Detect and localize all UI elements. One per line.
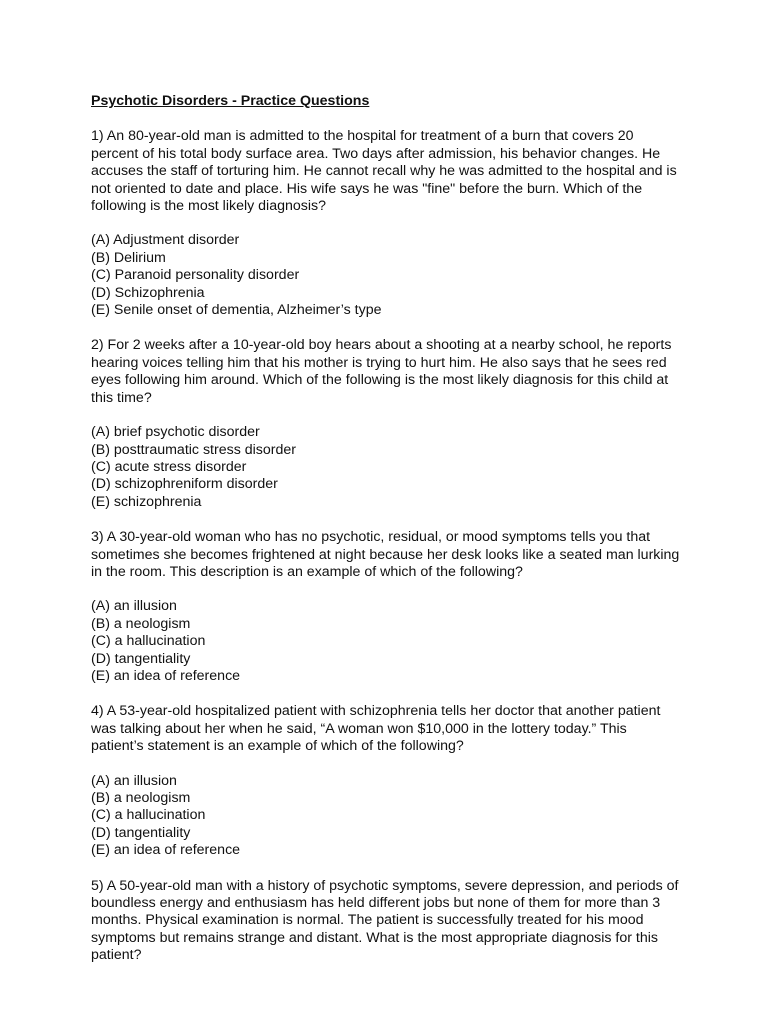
page-title: Psychotic Disorders - Practice Questions — [91, 93, 370, 109]
answer-option: (B) posttraumatic stress disorder — [91, 441, 296, 458]
document-page — [91, 93, 681, 983]
answer-option: (C) a hallucination — [91, 633, 206, 650]
question-text: 1) An 80-year-old man is admitted to the hospital for treatment of a burn that covers 20 percent of his total body surface area. Two days after admission, his behavior changes. He accuses the staff of torturing him. He cannot recall why he was admitted to the hospital and is not oriented to date and place. His wife says he was "fine" before the burn. Which of the following is the most likely diagnosis? — [91, 128, 677, 215]
answer-option: (E) an idea of reference — [91, 842, 241, 859]
question-5 — [91, 878, 681, 965]
answer-option: (E) schizophrenia — [91, 493, 202, 510]
answer-options — [91, 773, 681, 860]
answer-option: (C) a hallucination — [91, 807, 206, 824]
answer-option: (A) an illusion — [91, 598, 177, 615]
answer-option: (B) a neologism — [91, 615, 191, 632]
answer-option: (B) Delirium — [91, 249, 166, 266]
answer-option: (D) schizophreniform disorder — [91, 476, 278, 493]
question-text: 5) A 50-year-old man with a history of psychotic symptoms, severe depression, and periods of boundless energy and enthusiasm has held different jobs but none of them for more than 3 months. Physical examination is normal. The patient is successfully treated for his mood symptoms but remains strange and distant. What is the most appropriate diagnosis for this patient? — [91, 877, 679, 964]
answer-option: (D) Schizophrenia — [91, 284, 205, 301]
answer-options — [91, 232, 681, 319]
answer-option: (D) tangentiality — [91, 650, 191, 667]
answer-option: (C) acute stress disorder — [91, 458, 247, 475]
question-text: 2) For 2 weeks after a 10-year-old boy hears about a shooting at a nearby school, he reports hearing voices telling him that his mother is trying to hurt him. He also says that he sees red eyes following him around. Which of the following is the most likely diagnosis for this child at this time? — [91, 337, 672, 406]
answer-option: (E) an idea of reference — [91, 667, 241, 684]
answer-option: (E) Senile onset of dementia, Alzheimer’s type — [91, 302, 382, 319]
answer-option: (A) an illusion — [91, 772, 177, 789]
question-2 — [91, 337, 681, 511]
question-3 — [91, 529, 681, 685]
question-1 — [91, 128, 681, 319]
answer-option: (C) Paranoid personality disorder — [91, 267, 300, 284]
answer-option: (A) Adjustment disorder — [91, 232, 240, 249]
answer-option: (D) tangentiality — [91, 824, 191, 841]
question-4 — [91, 703, 681, 859]
answer-options — [91, 424, 681, 511]
answer-options — [91, 598, 681, 685]
answer-option: (B) a neologism — [91, 790, 191, 806]
question-text: 4) A 53-year-old hospitalized patient with schizophrenia tells her doctor that another patient was talking about her when he said, “A woman won $10,000 in the lottery today.” This patient’s statement is an example of which of the following? — [91, 703, 661, 755]
answer-option: (A) brief psychotic disorder — [91, 424, 260, 441]
question-text: 3) A 30-year-old woman who has no psychotic, residual, or mood symptoms tells you that sometimes she becomes frightened at night because her desk looks like a seated man lurking in the room. This description is an example of which of the following? — [91, 529, 680, 580]
